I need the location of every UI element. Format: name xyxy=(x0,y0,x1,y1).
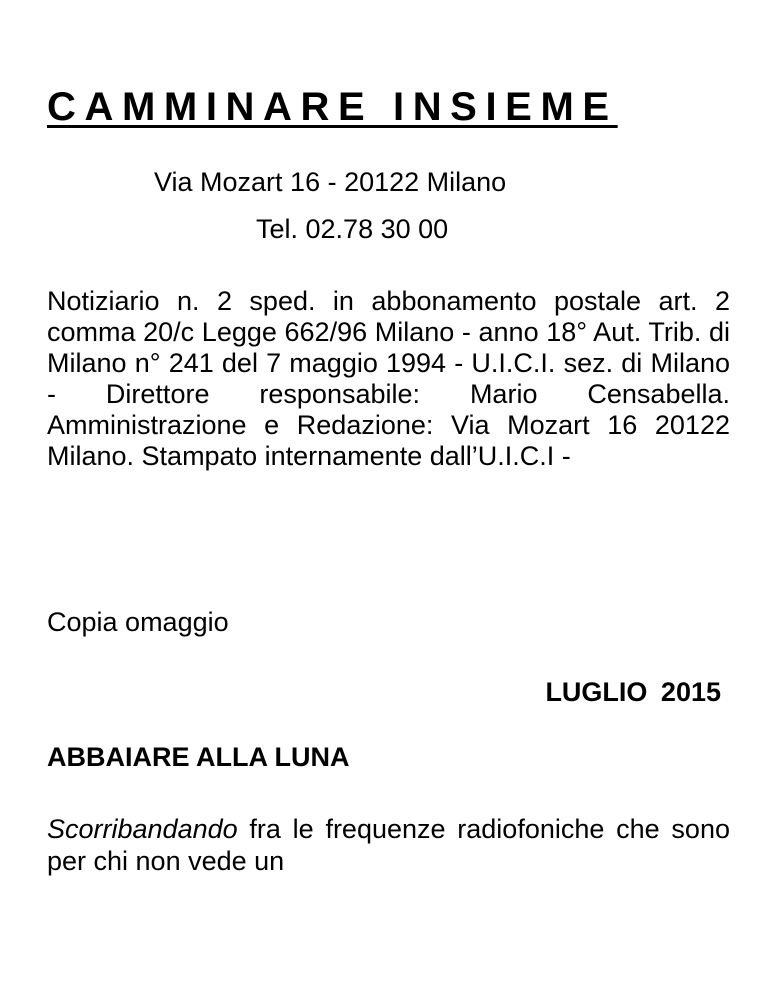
issue-date: LUGLIO 2015 xyxy=(545,677,721,707)
publication-notice: Notiziario n. 2 sped. in abbonamento postale art. 2 comma 20/c Legge 662/96 Milano - anno 18° Aut. Trib. di Milano n° 241 del 7 maggio 1994 - U.I.C.I. sez. di Milano - Direttore responsabile: Mario Censabella. Amministrazione e Redazione: Via Mozart 16 20122 Milano. Stampato internamente dall’U.I.C.I - xyxy=(47,286,730,471)
article-lead-italic: Scorribandando xyxy=(47,814,238,844)
copy-note: Copia omaggio xyxy=(47,607,229,637)
phone-line: Tel. 02.78 30 00 xyxy=(256,214,449,244)
article-title: ABBAIARE ALLA LUNA xyxy=(47,742,350,772)
article-body-text: fra le frequenze radiofoniche che sono per chi non vede un xyxy=(47,814,730,876)
masthead-title: CAMMINARE INSIEME xyxy=(47,85,618,129)
article-body xyxy=(47,813,730,877)
address-line: Via Mozart 16 - 20122 Milano xyxy=(154,167,507,197)
